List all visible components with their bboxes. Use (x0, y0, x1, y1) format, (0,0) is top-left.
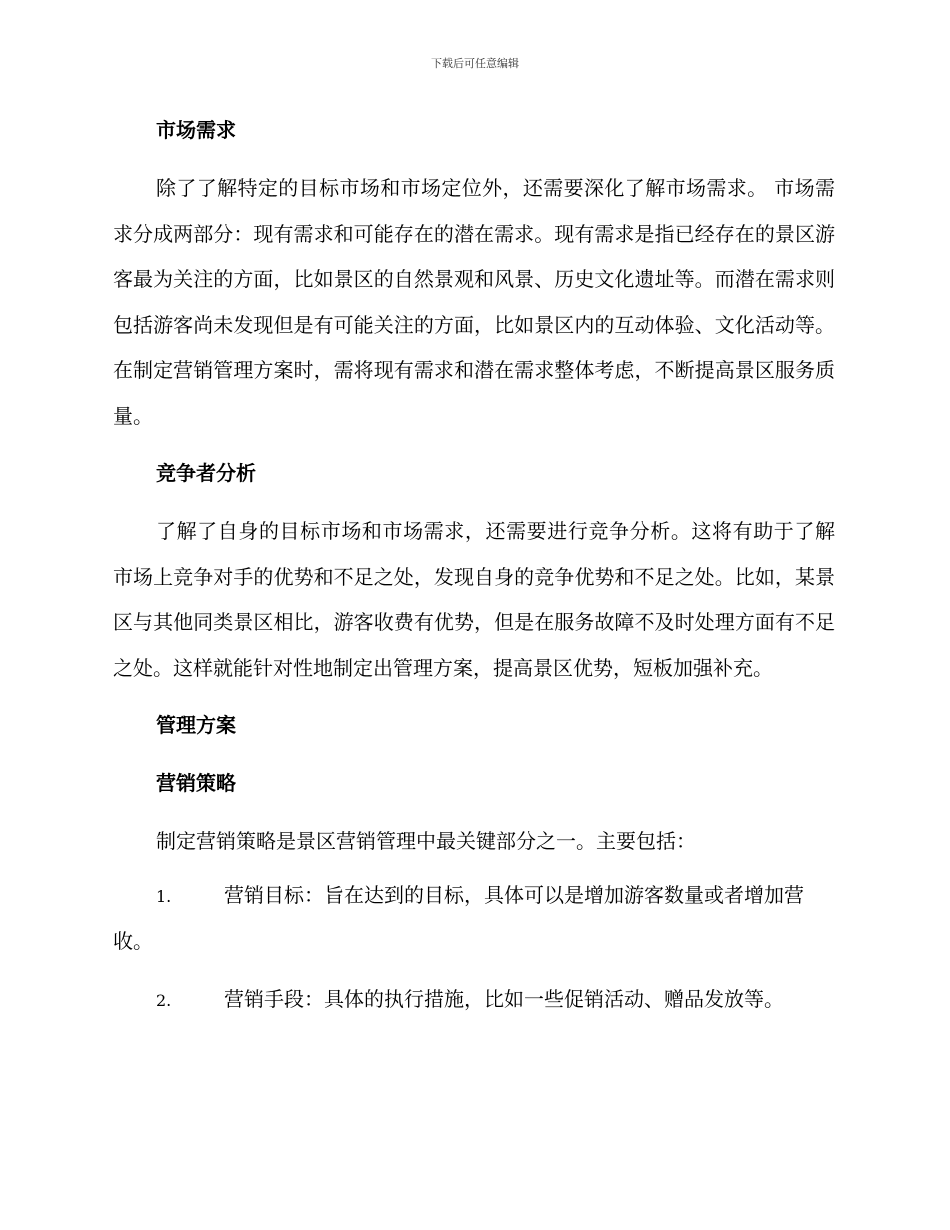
heading-marketing-strategy: 营销策略 (156, 771, 236, 795)
list-item (113, 977, 835, 1024)
heading-management-plan: 管理方案 (156, 713, 236, 737)
list-number: 2. (156, 990, 172, 1010)
heading-market-demand: 市场需求 (156, 118, 236, 142)
list-item-text: 营销手段：具体的执行措施，比如一些促销活动、赠品发放等。 (224, 986, 784, 1011)
heading-competitor-analysis: 竞争者分析 (156, 461, 256, 485)
list-item (113, 873, 835, 965)
paragraph-marketing-intro: 制定营销策略是景区营销管理中最关键部分之一。主要包括： (156, 829, 696, 853)
page-header: 下载后可任意编辑 (431, 57, 519, 70)
list-item-text: 营销目标：旨在达到的目标，具体可以是增加游客数量或者增加营收。 (113, 882, 804, 953)
list-number: 1. (156, 886, 172, 906)
paragraph-competitor-analysis: 了解了自身的目标市场和市场需求，还需要进行竞争分析。这将有助于了解市场上竞争对手的优势和不足之处，发现自身的竞争优势和不足之处。比如，某景区与其他同类景区相比，游客收费有优势，但是在服务故障不及时处理方面有不足之处。这样就能针对性地制定出管理方案，提高景区优势，短板加强补充。 (113, 519, 835, 680)
document-body (113, 108, 835, 1035)
paragraph-market-demand: 除了了解特定的目标市场和市场定位外，还需要深化了解市场需求。 市场需求分成两部分：现有需求和可能存在的潜在需求。现有需求是指已经存在的景区游客最为关注的方面，比如景区的自然景观和风景、历史文化遗址等。而潜在需求则包括游客尚未发现但是有可能关注的方面，比如景区内的互动体验、文化活动等。在制定营销管理方案时，需将现有需求和潜在需求整体考虑，不断提高景区服务质量。 (113, 176, 835, 428)
